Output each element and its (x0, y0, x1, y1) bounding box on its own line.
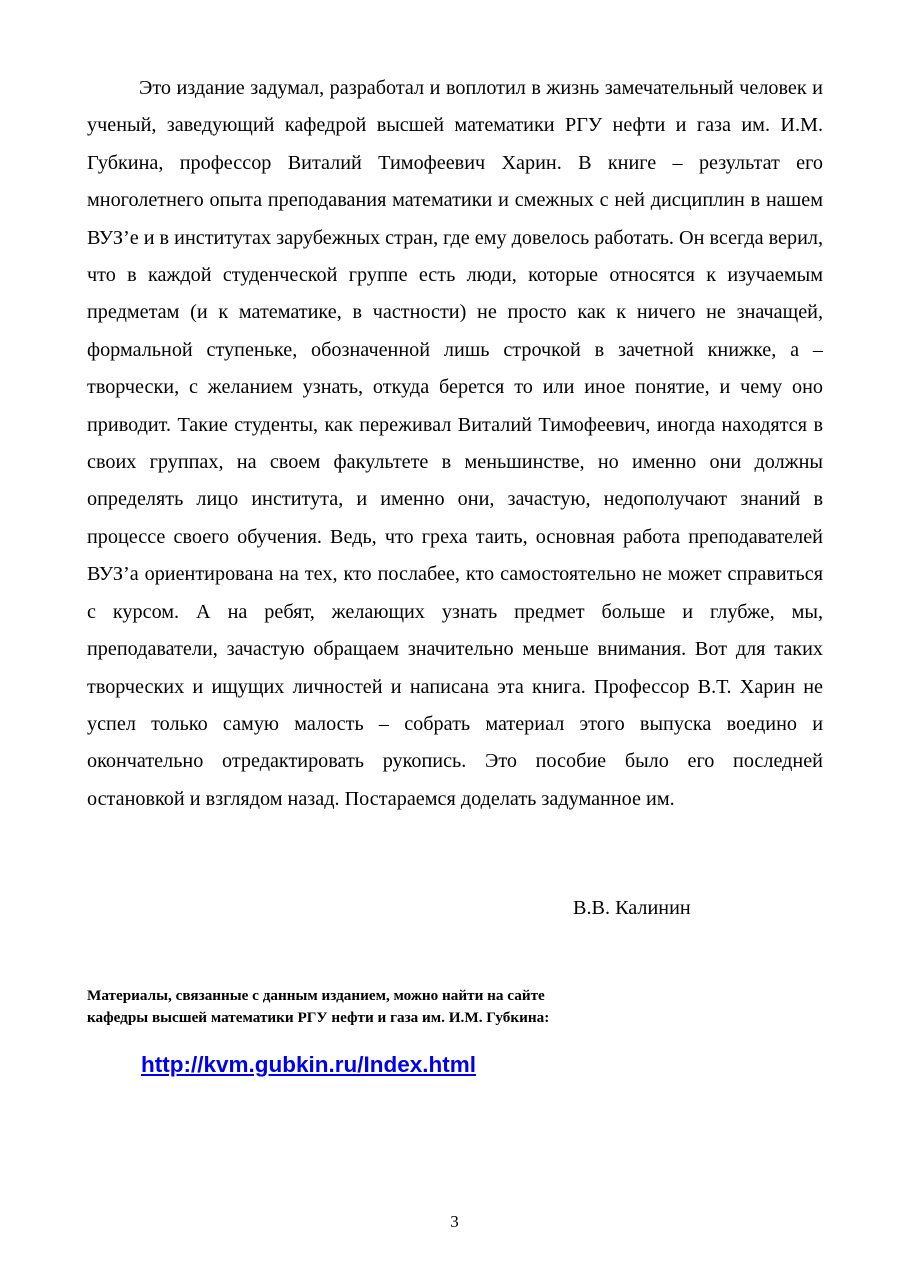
materials-note-line-2: кафедры высшей математики РГУ нефти и газа им. И.М. Губкина: (87, 1008, 550, 1026)
materials-note-line-1: Материалы, связанные с данным изданием, можно найти на сайте (87, 987, 545, 1004)
body-paragraph: Это издание задумал, разработал и воплотил в жизнь замечательный человек и ученый, заведующий кафедрой высшей математики РГУ нефти и газа им. И.М. Губкина, профессор Виталий Тимофеевич Харин. В книге – результат его многолетнего опыта преподавания математики и смежных с ней дисциплин в нашем ВУЗ’е и в институтах зарубежных стран, где ему довелось работать. Он всегда верил, что в каждой студенческой группе есть люди, которые относятся к изучаемым предметам (и к математике, в частности) не просто как к ничего не значащей, формальной ступеньке, обозначенной лишь строчкой в зачетной книжке, а – творчески, с желанием узнать, откуда берется то или иное понятие, и чему оно приводит. Такие студенты, как переживал Виталий Тимофеевич, иногда находятся в своих группах, на своем факультете в меньшинстве, но именно они должны определять лицо института, и именно они, зачастую, недополучают знаний в процессе своего обучения. Ведь, что греха таить, основная работа преподавателей ВУЗ’а ориентирована на тех, кто послабее, кто самостоятельно не может справиться с курсом. А на ребят, желающих узнать предмет больше и глубже, мы, преподаватели, зачастую обращаем значительно меньше внимания. Вот для таких творческих и ищущих личностей и написана эта книга. Профессор В.Т. Харин не успел только самую малость – собрать материал этого выпуска воедино и окончательно отредактировать рукопись. Это пособие было его последней остановкой и взглядом назад. Постараемся доделать задуманное им. (87, 77, 823, 810)
author-signature: В.В. Калинин (573, 897, 691, 919)
materials-note (87, 985, 549, 1028)
department-website-link[interactable]: http://kvm.gubkin.ru/Index.html (141, 1052, 477, 1077)
page-number: 3 (450, 1212, 459, 1231)
